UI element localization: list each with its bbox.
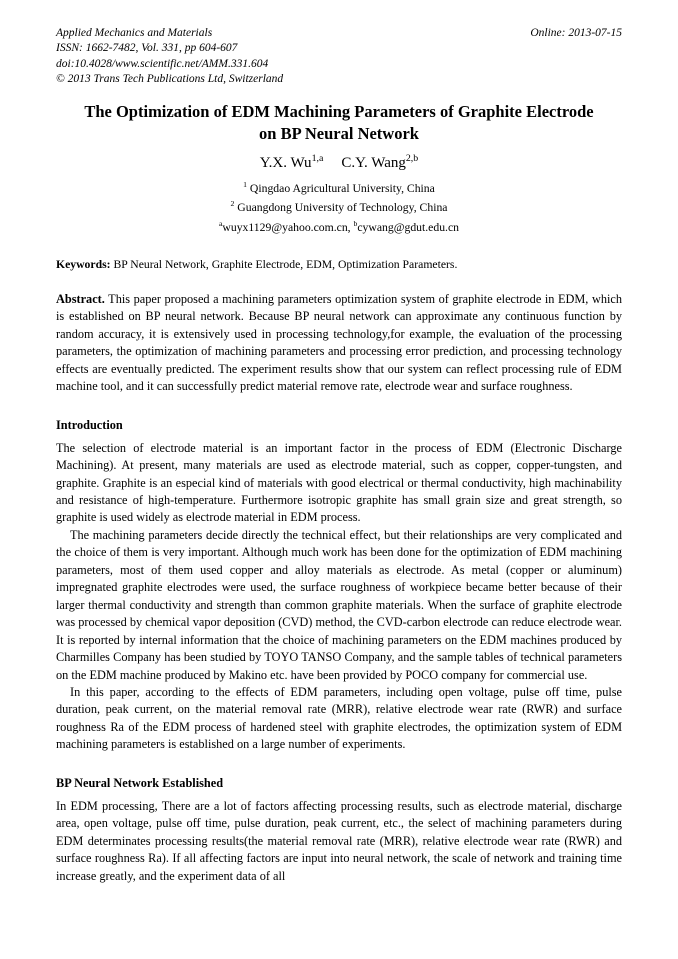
page-header bbox=[56, 26, 622, 87]
abstract-block bbox=[56, 291, 622, 396]
affiliation-2-marker: 2 bbox=[230, 198, 235, 208]
header-online-date: Online: 2013-07-15 bbox=[530, 27, 622, 39]
author-emails bbox=[56, 221, 622, 234]
header-copyright: © 2013 Trans Tech Publications Ltd, Switzerland bbox=[56, 72, 284, 85]
author-1-name: Y.X. Wu bbox=[259, 154, 312, 171]
keywords-text: BP Neural Network, Graphite Electrode, EDM, Optimization Parameters. bbox=[110, 257, 458, 271]
affiliation-2 bbox=[56, 199, 622, 217]
keywords-label: Keywords: bbox=[56, 257, 111, 271]
page-title bbox=[56, 101, 622, 145]
header-journal: Applied Mechanics and Materials bbox=[56, 27, 213, 39]
email-b: cywang@gdut.edu.cn bbox=[357, 220, 460, 234]
author-list bbox=[56, 152, 622, 172]
paragraph: In this paper, according to the effects of EDM parameters, including open voltage, pulse off time, pulse duration, peak current, on the material removal rate (MRR), relative electrode wear rate (RWR) and surface roughness Ra of the EDM process of hardened steel with graphite electrodes, the optimization system of EDM machining parameters is established on a large number of experiments. bbox=[56, 684, 622, 752]
title-line-2: on BP Neural Network bbox=[259, 123, 419, 143]
paragraph: In EDM processing, There are a lot of factors affecting processing results, such as electrode material, discharge area, open voltage, pulse off time, pulse duration, peak current, etc., the select of machining parameters during EDM determinates processing results(the material removal rate (MRR), relative electrode wear rate (RWR) and surface roughness Ra). If all affecting factors are input into neural network, the scale of network and training time increase greatly, and the experiment data of all bbox=[56, 798, 622, 883]
author-2-affil-marker: 2,b bbox=[405, 152, 419, 164]
abstract-text: This paper proposed a machining parameters optimization system of graphite electrode in EDM, which is established on BP neural network. Because BP neural network can approximate any continuous function by random accuracy, it is extensively used in processing technology,for example, the evaluation of the processing parameters, the optimization of machining parameters and processing error prediction, and processing technology effects are eventually predicted. The experiment results show that our system can reflect processing rule of EDM machine tool, and it can successfully predict material remove rate, electrode wear and surface roughness. bbox=[56, 291, 622, 394]
author-1-affil-marker: 1,a bbox=[311, 152, 324, 164]
author-2-name: C.Y. Wang bbox=[341, 154, 406, 171]
email-b-marker: b bbox=[353, 219, 358, 229]
header-doi: doi:10.4028/www.scientific.net/AMM.331.604 bbox=[56, 57, 269, 70]
affiliation-2-text: Guangdong University of Technology, China bbox=[237, 200, 448, 214]
paragraph: The selection of electrode material is an important factor in the process of EDM (Electronic Discharge Machining). At present, many materials are used as electrode material, such as copper, copper-tungsten, and graphite. Graphite is an especial kind of materials with good electrical or thermal conductivity, high machinability and resistance of high-temperature. Furthermore isotropic graphite has small grain size and great strength, so graphite is used widely as electrode material in EDM process. bbox=[56, 440, 622, 525]
abstract-label: Abstract. bbox=[56, 291, 105, 306]
paragraph: The machining parameters decide directly the technical effect, but their relationships are very complicated and the choice of them is very important. Although much work has been done for the optimization of EDM machining parameters, most of them used copper and alloy materials as electrode. As metal (copper or aluminum) impregnated graphite electrodes were used, the surface roughness of workpiece became better because of their larger thermal conductivity and strength than common graphite materials. When the surface of graphite electrode was processed by chemical vapor deposition (CVD) method, the CVD-carbon electrode can reduce electrode wear. It is reported by internal information that the choice of machining parameters on the EDM machines produced by Charmilles Company has been studied by TOYO TANSO Company, and the sample tables of technical parameters on the EDM machine produced by Makino etc. have been provided by POCO company for commercial use. bbox=[56, 527, 622, 682]
email-a: wuyx1129@yahoo.com.cn, bbox=[222, 220, 354, 234]
email-a-marker: a bbox=[218, 219, 223, 229]
section-heading-introduction: Introduction bbox=[56, 417, 123, 432]
affiliation-1-marker: 1 bbox=[243, 179, 247, 189]
affiliation-1-text: Qingdao Agricultural University, China bbox=[249, 181, 435, 195]
header-issn: ISSN: 1662-7482, Vol. 331, pp 604-607 bbox=[56, 42, 238, 55]
affiliation-1 bbox=[56, 180, 622, 198]
section-heading-bp-neural-network-established: BP Neural Network Established bbox=[56, 775, 224, 790]
keywords-block bbox=[56, 258, 622, 271]
title-line-1: The Optimization of EDM Machining Parameters of Graphite Electrode bbox=[84, 102, 594, 122]
